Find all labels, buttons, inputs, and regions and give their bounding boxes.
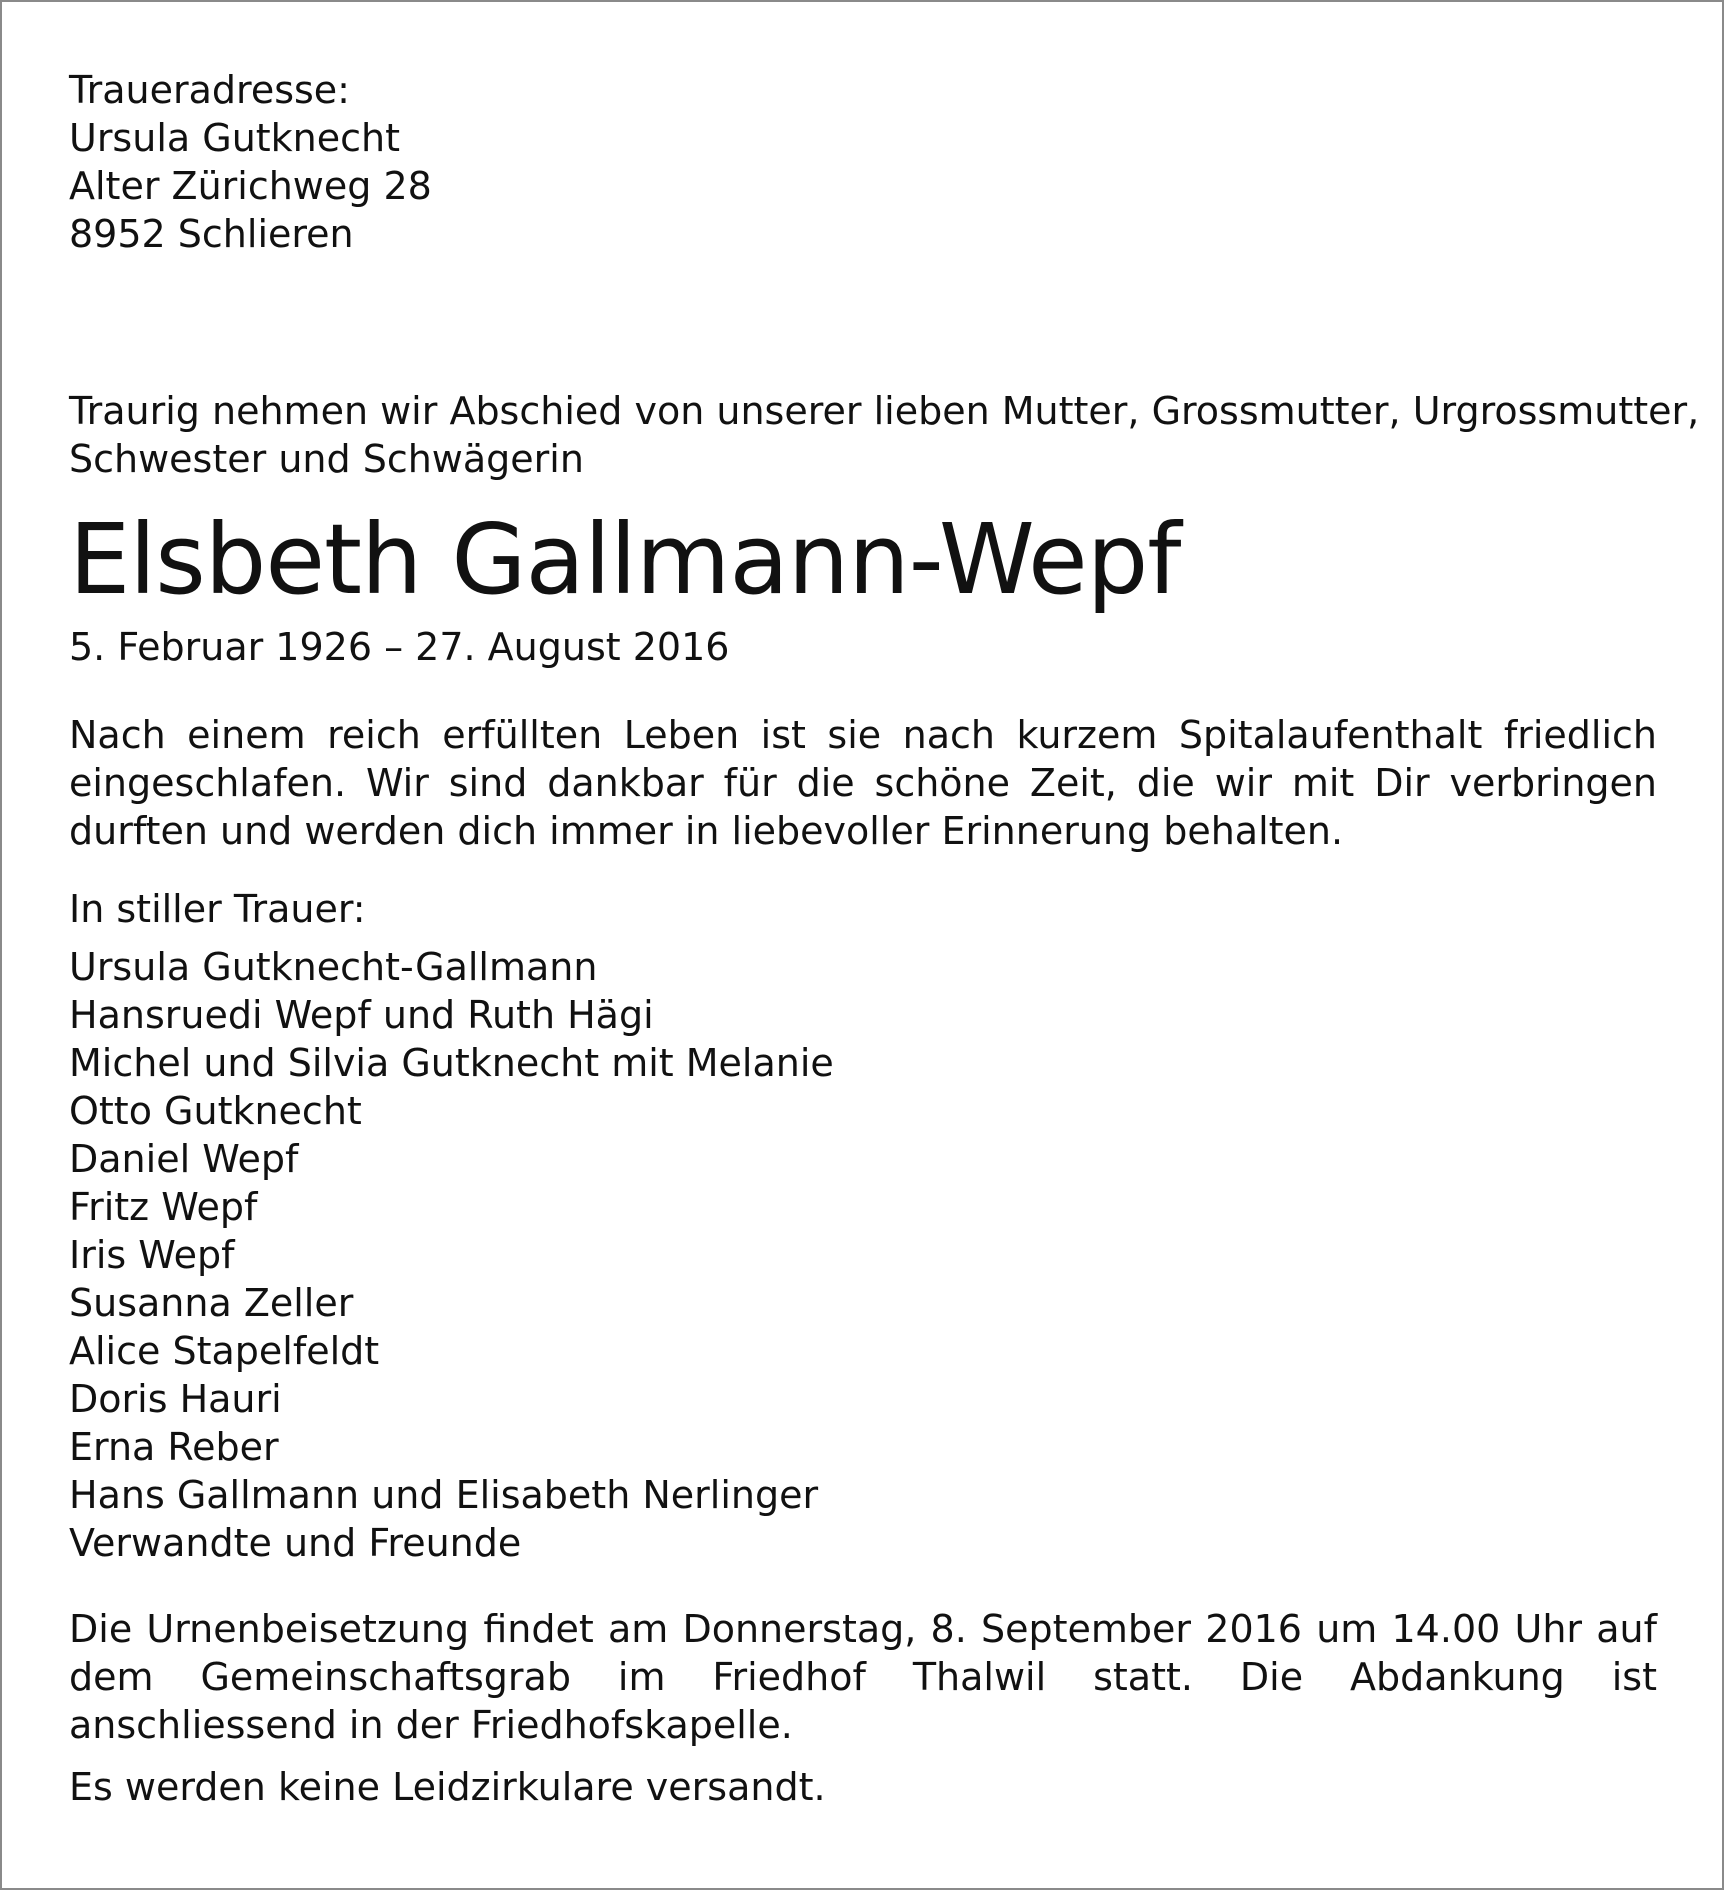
mourner-name: Erna Reber (69, 1425, 279, 1469)
mourner-name: Ursula Gutknecht-Gallmann (69, 945, 598, 989)
address-name: Ursula Gutknecht (69, 116, 401, 160)
address-city: 8952 Schlieren (69, 212, 354, 256)
intro-line-1: Traurig nehmen wir Abschied von unserer lieben Mutter, Grossmutter, Urgrossmutter, (69, 389, 1700, 433)
intro-text (69, 387, 1700, 483)
mourning-address (69, 66, 1657, 258)
life-dates: 5. Februar 1926 – 27. August 2016 (69, 625, 730, 669)
mourner-name: Otto Gutknecht (69, 1089, 362, 1133)
mourner-name: Susanna Zeller (69, 1281, 354, 1325)
mourner-name: Hans Gallmann und Elisabeth Nerlinger (69, 1473, 819, 1517)
mourner-name: Verwandte und Freunde (69, 1521, 522, 1565)
mourner-name: Hansruedi Wepf und Ruth Hägi (69, 993, 654, 1037)
closing-note: Es werden keine Leidzirkulare versandt. (69, 1765, 826, 1809)
mourner-name: Michel und Silvia Gutknecht mit Melanie (69, 1041, 834, 1085)
mourner-name: Fritz Wepf (69, 1185, 258, 1229)
intro-line-2: Schwester und Schwägerin (69, 437, 584, 481)
mourner-name: Doris Hauri (69, 1377, 282, 1421)
mourner-name: Alice Stapelfeldt (69, 1329, 380, 1373)
ceremony-paragraph: Die Urnenbeisetzung findet am Donnerstag, 8. September 2016 um 14.00 Uhr auf dem Gemeinschaftsgrab im Friedhof Thalwil statt. Die Abdankung ist anschliessend in der Friedhofskapelle. (69, 1607, 1657, 1747)
obituary-content (69, 66, 1700, 1811)
message-paragraph: Nach einem reich erfüllten Leben ist sie nach kurzem Spitalaufenthalt friedlich eingeschlafen. Wir sind dankbar für die schöne Zeit, die wir mit Dir verbringen durften und werden dich immer in liebevoller Erinnerung behalten. (69, 713, 1657, 853)
address-label: Traueradresse: (69, 68, 350, 112)
mourner-name: Daniel Wepf (69, 1137, 299, 1181)
mourner-name: Iris Wepf (69, 1233, 235, 1277)
mourners-heading: In stiller Trauer: (69, 887, 366, 931)
address-street: Alter Zürichweg 28 (69, 164, 432, 208)
deceased-name: Elsbeth Gallmann-Wepf (69, 503, 1181, 616)
mourners-list (69, 943, 1657, 1567)
